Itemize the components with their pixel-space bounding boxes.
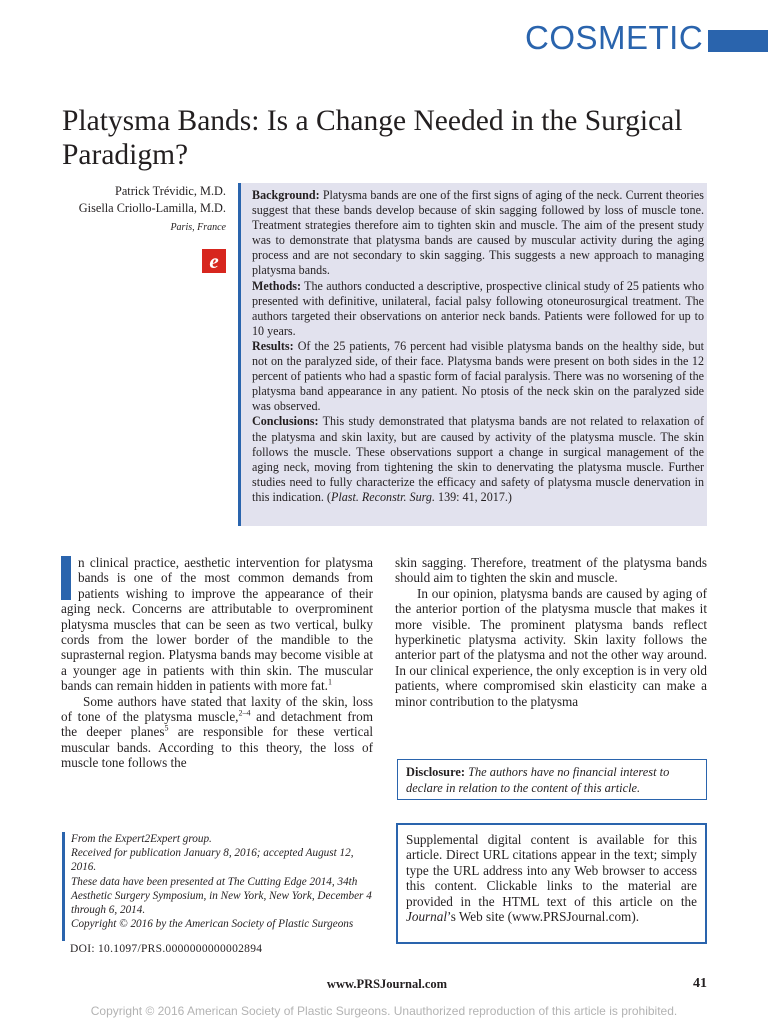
- abstract-box: [238, 183, 707, 526]
- body-paragraph-text: and detachment from the deeper planes: [61, 709, 373, 740]
- note-line: Copyright © 2016 by the American Society of Plastic Surgeons: [71, 918, 354, 931]
- body-paragraph: In our opinion, platysma bands are caused by aging of the anterior portion of the platysma muscle that makes it more visible. The prominent platysma bands reflect hyperkinetic platysma activity. Skin laxity follows the anterior part of the platysma and not the other way around. In our clinical experience, the only exception is in very old patients, where compromised skin elasticity can make a minor contribution to the platysma: [395, 585, 707, 709]
- abstract-methods-label: Methods:: [252, 278, 302, 293]
- body-paragraph: skin sagging. Therefore, treatment of the platysma bands should aim to tighten the skin and muscle.: [395, 555, 707, 586]
- page-number: 41: [693, 976, 707, 991]
- abstract-results-text: Of the 25 patients, 76 percent had visible platysma bands on the healthy side, but not on the paralyzed side, of their face. Platysma bands were present on both sides in the 12 percent of patients who had a spastic form of facial paralysis. There was no worsening of the platysma band appearance in any patient. No ptosis of the neck skin on the paralyzed side was observed.: [252, 338, 704, 414]
- abstract-conclusions-text: This study demonstrated that platysma bands are not related to relaxation of the platysma and skin laxity, but are caused by activity of the platysma muscle. The skin follows the muscle. These observations support a change in surgical management of the aging neck, moving from tightening the skin to denervating the platysma muscle. Further studies need to fully characterize the efficacy and safety of platysma muscle denervation in this indication.: [252, 414, 704, 504]
- body-column-right: [395, 555, 707, 709]
- abstract-results: [252, 339, 704, 414]
- digital-content-badge-icon: e: [202, 249, 226, 273]
- body-paragraph-text: Some authors have stated that laxity of the skin, loss of tone of the platysma muscle,: [61, 693, 373, 725]
- author-name: Patrick Trévidic, M.D.: [114, 184, 226, 198]
- citation-journal: Plast. Reconstr. Surg.: [330, 489, 435, 504]
- disclosure-box: [397, 759, 707, 800]
- supplemental-text: ’s Web site (www.PRSJournal.com).: [447, 909, 640, 925]
- supplemental-journal: Journal: [406, 909, 448, 925]
- author-location: Paris, France: [170, 222, 226, 233]
- doi: DOI: 10.1097/PRS.0000000000002894: [70, 943, 263, 955]
- disclosure-text: The authors have no financial interest to declare in relation to the content of this article.: [406, 765, 670, 795]
- article-notes: [62, 832, 376, 941]
- supplemental-text: Supplemental digital content is available for this article. Direct URL citations appear in the text; simply type the URL address into any Web browser to access this content. Clickable links to the material are provided in the HTML text of this article on the: [406, 832, 697, 909]
- author-list: [30, 183, 226, 217]
- citation-open: (: [326, 489, 331, 504]
- section-label: COSMETIC: [525, 19, 704, 56]
- article-title: Platysma Bands: Is a Change Needed in the Surgical Paradigm?: [62, 105, 683, 171]
- citation-rest: 139: 41, 2017.): [438, 489, 512, 504]
- body-paragraph: [61, 694, 373, 771]
- supplemental-content-box: [396, 823, 707, 944]
- body-column-left: [61, 555, 373, 771]
- abstract-background: [252, 188, 704, 279]
- author-name: Gisella Criollo-Lamilla, M.D.: [78, 201, 226, 215]
- drop-cap: I: [61, 556, 71, 600]
- disclosure-label: Disclosure:: [406, 765, 465, 779]
- body-paragraph: [61, 555, 373, 694]
- abstract-methods: [252, 279, 704, 339]
- note-line: Received for publication January 8, 2016; accepted August 12, 2016.: [71, 847, 354, 874]
- body-paragraph-text: are responsible for these vertical muscular bands. According to this theory, the loss of muscle tone follows the: [61, 724, 373, 771]
- reference-marker: 1: [327, 677, 332, 687]
- section-bar: [708, 30, 768, 52]
- abstract-background-text: Platysma bands are one of the first signs of aging of the neck. Current theories suggest that these bands develop because of skin sagging followed by loss of muscle tone. Treatment strategies therefore aim to tighten skin and muscle. The aim of the present study was to demonstrate that platysma bands are caused by muscular activity during the aging process and are not secondary to skin sagging. This suggests a new approach to managing platysma bands.: [252, 188, 704, 278]
- body-paragraph-text: n clinical practice, aesthetic intervention for platysma bands is one of the most common demands from patients wishing to improve the appearance of their aging neck. Concerns are attributable to overprominent platysma muscles that can be seen as two vertical, bulky cords from the lower border of the mandible to the suprasternal region. Platysma bands may become visible at a younger age in patients with thin skin. The muscular bands can remain hidden in patients with more fat.: [61, 555, 373, 694]
- abstract-conclusions-label: Conclusions:: [252, 414, 319, 429]
- abstract-methods-text: The authors conducted a descriptive, prospective clinical study of 25 patients who presented with definitive, unilateral, facial palsy following otoneurosurgical treatment. The authors targeted their observations on anterior neck bands. Patients were followed for up to 10 years.: [252, 278, 704, 338]
- abstract-results-label: Results:: [252, 338, 294, 353]
- abstract-conclusions: [252, 414, 704, 505]
- reference-marker: 2–4: [238, 708, 251, 718]
- copyright-notice: Copyright © 2016 American Society of Plastic Surgeons. Unauthorized reproduction of this article is prohibited.: [90, 1004, 678, 1018]
- note-line: From the Expert2Expert group.: [71, 833, 212, 845]
- note-line: These data have been presented at The Cutting Edge 2014, 34th Aesthetic Surgery Symposium, in New York, New York, December 4 through 6, 2014.: [71, 875, 372, 917]
- footer-url: www.PRSJournal.com: [326, 977, 448, 991]
- abstract-background-label: Background:: [252, 188, 320, 202]
- reference-marker: 5: [164, 724, 169, 734]
